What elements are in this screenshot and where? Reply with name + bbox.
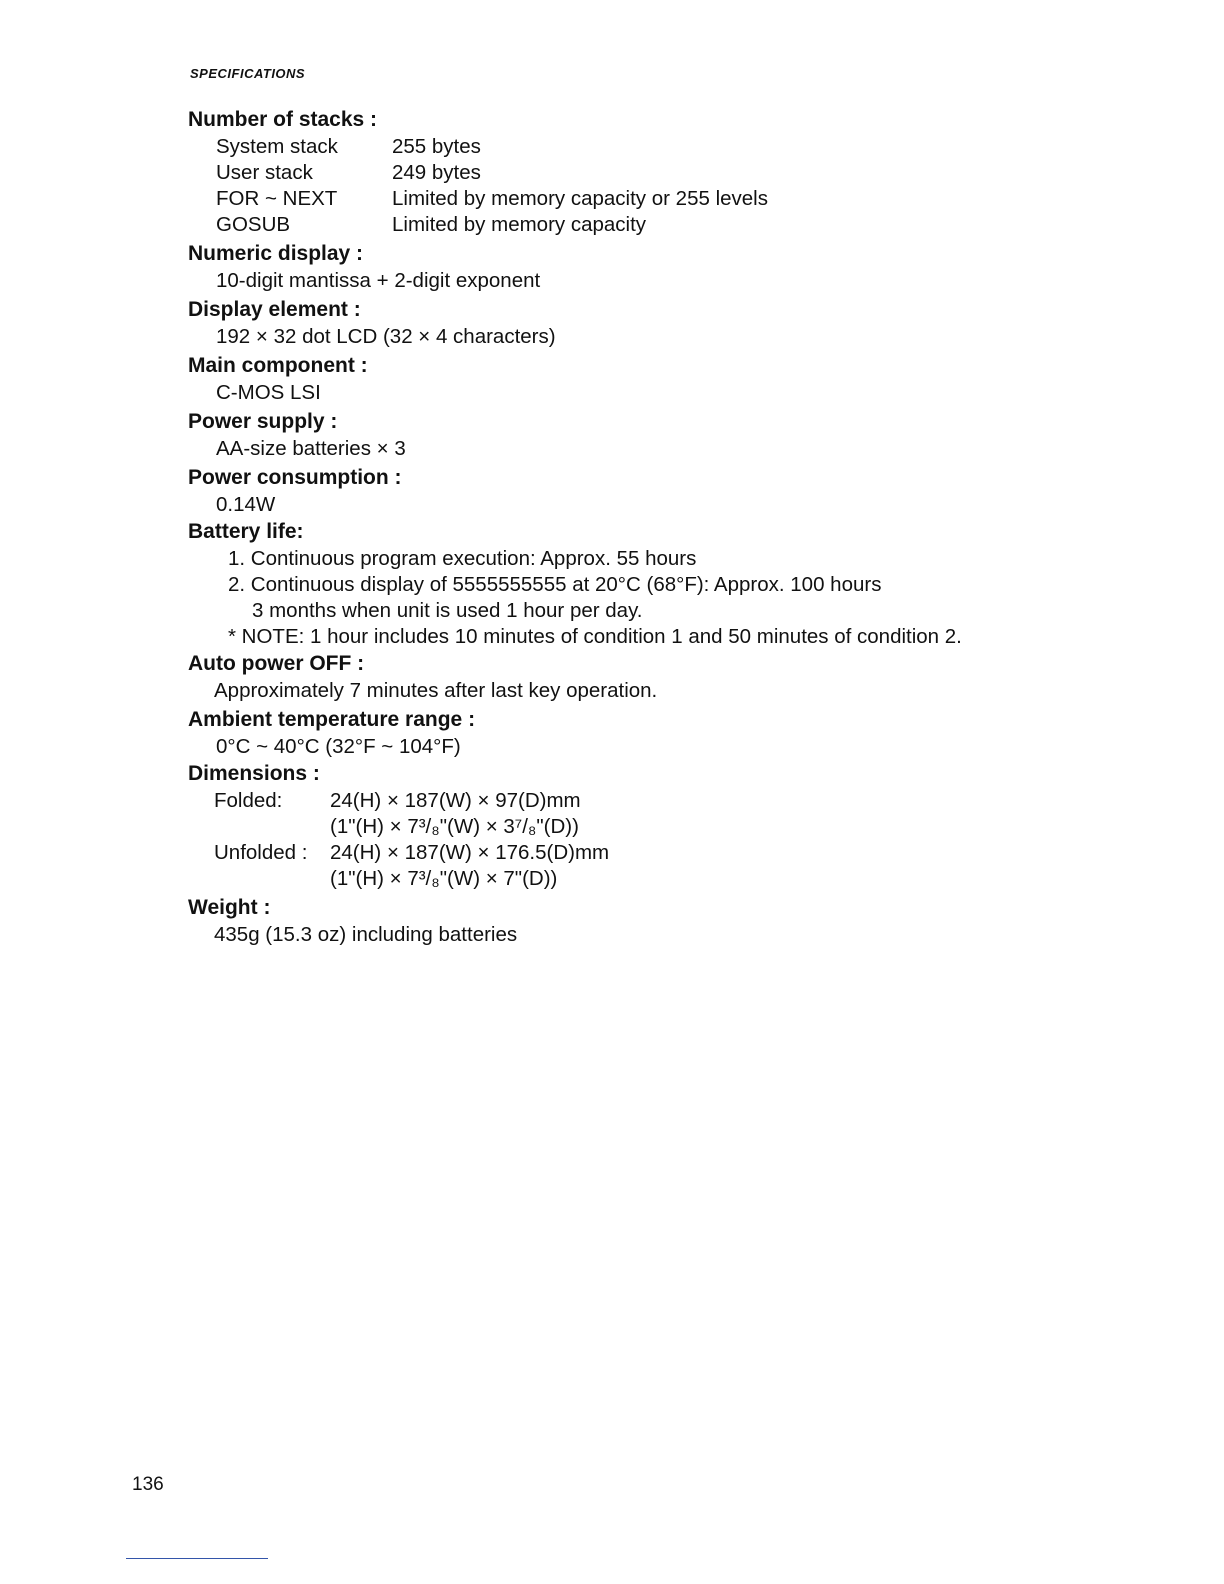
- stack-value: 249 bytes: [392, 161, 481, 184]
- battery-life-line-3: 3 months when unit is used 1 hour per day.: [252, 599, 643, 622]
- stack-name: FOR ~ NEXT: [216, 187, 338, 210]
- table-row: [216, 212, 768, 238]
- spec-list: [188, 106, 1168, 948]
- table-row: [216, 134, 768, 160]
- stack-name: User stack: [216, 161, 313, 184]
- stack-name: System stack: [216, 135, 338, 158]
- table-row: [214, 814, 609, 840]
- ambient-temperature-heading: Ambient temperature range :: [188, 708, 476, 731]
- dimension-value: 24(H) × 187(W) × 97(D)mm: [330, 789, 581, 812]
- dimensions-table: [214, 788, 609, 892]
- table-row: [216, 186, 768, 212]
- dimension-value: 24(H) × 187(W) × 176.5(D)mm: [330, 841, 610, 864]
- weight-value: 435g (15.3 oz) including batteries: [214, 923, 518, 946]
- battery-life-item-2: 2. Continuous display of 5555555555 at 20°C (68°F): Approx. 100 hours: [228, 573, 882, 596]
- weight-heading: Weight :: [188, 896, 271, 919]
- table-row: [214, 840, 609, 866]
- dimension-label: Folded:: [214, 789, 283, 812]
- numeric-display-value: 10-digit mantissa + 2-digit exponent: [216, 269, 541, 292]
- display-element-heading: Display element :: [188, 298, 361, 321]
- dimensions-heading: Dimensions :: [188, 762, 320, 785]
- dimension-value: (1"(H) × 7³/₈"(W) × 3⁷/₈"(D)): [330, 815, 579, 838]
- stacks-table: [216, 134, 768, 238]
- auto-power-off-value: Approximately 7 minutes after last key operation.: [214, 679, 658, 702]
- dimension-label: Unfolded :: [214, 841, 308, 864]
- ambient-temperature-value: 0°C ~ 40°C (32°F ~ 104°F): [216, 735, 461, 758]
- main-component-heading: Main component :: [188, 354, 368, 377]
- table-row: [214, 788, 609, 814]
- battery-life-note: * NOTE: 1 hour includes 10 minutes of condition 1 and 50 minutes of condition 2.: [228, 625, 962, 648]
- display-element-value: 192 × 32 dot LCD (32 × 4 characters): [216, 325, 556, 348]
- power-consumption-value: 0.14W: [216, 493, 276, 516]
- stacks-heading: Number of stacks :: [188, 108, 378, 131]
- table-row: [214, 866, 609, 892]
- power-supply-heading: Power supply :: [188, 410, 338, 433]
- stack-name: GOSUB: [216, 213, 291, 236]
- page-number: 136: [132, 1474, 164, 1495]
- power-supply-value: AA-size batteries × 3: [216, 437, 406, 460]
- stack-value: 255 bytes: [392, 135, 481, 158]
- numeric-display-heading: Numeric display :: [188, 242, 364, 265]
- dimension-value: (1"(H) × 7³/₈"(W) × 7"(D)): [330, 867, 558, 890]
- auto-power-off-heading: Auto power OFF :: [188, 652, 365, 675]
- battery-life-item-1: 1. Continuous program execution: Approx. 55 hours: [228, 547, 697, 570]
- table-row: [216, 160, 768, 186]
- stack-value: Limited by memory capacity: [392, 213, 647, 236]
- footer-rule: [126, 1558, 268, 1559]
- battery-life-heading: Battery life:: [188, 520, 304, 543]
- page-header: SPECIFICATIONS: [190, 66, 306, 81]
- power-consumption-heading: Power consumption :: [188, 466, 402, 489]
- stack-value: Limited by memory capacity or 255 levels: [392, 187, 768, 210]
- main-component-value: C-MOS LSI: [216, 381, 321, 404]
